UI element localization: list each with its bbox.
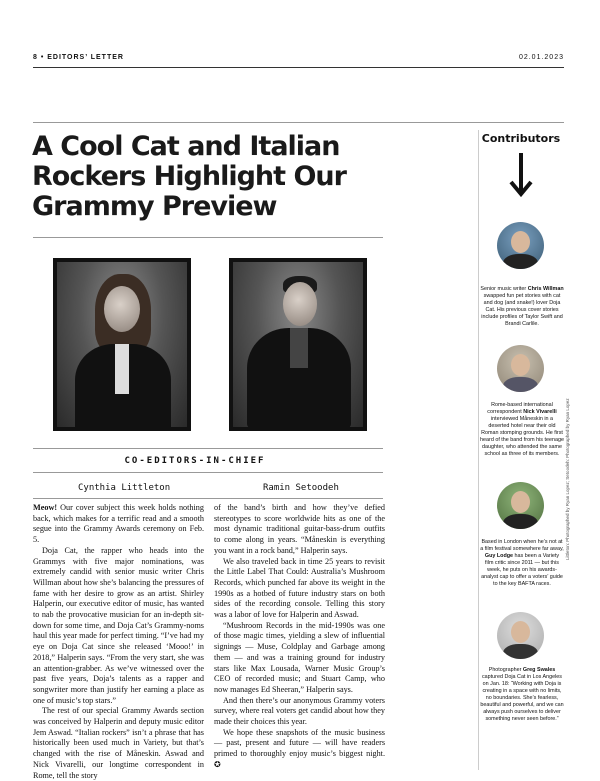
names-rule xyxy=(33,498,383,499)
editor-name-1: Cynthia Littleton xyxy=(78,483,171,493)
section-rule-bottom xyxy=(33,472,383,473)
section-title: CO-EDITORS-IN-CHIEF xyxy=(124,456,266,466)
paragraph: We also traveled back in time 25 years to revisit the Little Label That Could: Australia’s Mushroom Records, which punched far above its weight in the 1990s as a hotbed of future industry stars on both sides of the recording console. Telling this story was a labor of love for Halperin and Aswad. xyxy=(214,556,385,620)
paragraph: Meow! Our cover subject this week holds nothing back, which makes for a terrific read and a smooth segue into the Grammy Awards ceremony on Feb. 5. xyxy=(33,503,204,545)
paragraph: We hope these snapshots of the music business — past, present and future — will have readers primed to thoroughly enjoy music’s biggest night. ✪ xyxy=(214,727,385,769)
issue-date: 02.01.2023 xyxy=(518,54,564,61)
contributor-bio: Photographer Greg Swales captured Doja Cat in Los Angeles on Jan. 18: “Working with Doja is creating in a space with no limits, no boundaries. She’s fearless, beautiful and powerful, and we can always push ourselves to deliver something never seen before.” xyxy=(480,667,564,722)
article-column-2 xyxy=(214,503,385,771)
contributors-title: Contributors xyxy=(481,132,561,145)
paragraph: Doja Cat, the rapper who heads into the Grammys with five major nominations, was extremely candid with senior music writer Chris Willman about how she’s balancing the pressures of fame with her desire to grow as an artist. Shirley Halperin, our executive editor of music, has wanted to nab the provocative musician for an in-depth sit-down for some time, and Doja Cat’s Grammy-noms haul this year made for perfect timing. “I’ve had my eye on Doja Cat since she released ‘Mooo!’ in 2018,” Halperin says. “From the very start, she was an attention-grabber. As we’ve witnessed over the past five years, Doja’s talents as a rapper and songwriter more than justify her earning a place as one of music’s top stars.” xyxy=(33,545,204,705)
photo-credit: Littleton: Photographed by Ryan Lopez; Setoodeh: Photographed by Ryan Lopez xyxy=(565,398,570,560)
paragraph: of the band’s birth and how they’ve defied stereotypes to score worldwide hits as one of the most dynamic traditional guitar-bass-drum outfits to come along in years. “Måneskin is everything you want in a rock band,” Halperin says. xyxy=(214,503,385,555)
photo-ramin-setoodeh xyxy=(229,258,367,431)
header-divider xyxy=(33,122,564,123)
avatar-chris-willman xyxy=(497,222,544,269)
article-column-1 xyxy=(33,503,204,781)
headline: A Cool Cat and Italian Rockers Highlight Our Grammy Preview xyxy=(32,131,346,222)
arrow-down-icon xyxy=(509,153,533,197)
headline-rule xyxy=(33,237,383,238)
top-rule xyxy=(33,67,564,68)
page-folio: 8 • EDITORS’ LETTER xyxy=(33,54,124,61)
avatar-nick-vivarelli xyxy=(497,345,544,392)
editor-name-2: Ramin Setoodeh xyxy=(263,483,339,493)
contributor-bio: Rome-based international correspondent Nick Vivarelli interviewed Måneskin in a deserted hotel near their old Roman stomping grounds. He first heard of the band from his teenage daughter, who attended the same school as three of its members. xyxy=(480,402,564,457)
avatar-guy-lodge xyxy=(497,482,544,529)
section-rule-top xyxy=(33,448,383,449)
sidebar-divider xyxy=(478,130,479,770)
photo-cynthia-littleton xyxy=(53,258,191,431)
contributor-bio: Based in London when he’s not at a film festival somewhere far away, Guy Lodge has been a Variety film critic since 2011 — but this week, he puts on his awards-analyst cap to offer a voters’ guide to the key BAFTA races. xyxy=(480,539,564,587)
paragraph: And then there’s our anonymous Grammy voters survey, where real voters get candid about how they made their choices this year. xyxy=(214,695,385,727)
contributor-bio: Senior music writer Chris Willman swapped fun pet stories with cat and dog (and snake!) lover Doja Cat. His previous cover stories include profiles of Taylor Swift and Brandi Carlile. xyxy=(480,286,564,327)
paragraph: “Mushroom Records in the mid-1990s was one of those magic times, yielding a slew of influential signings — Muse, Coldplay and Garbage among them — and was a training ground for industry stars like Max Lousada, Warner Music Group’s CEO of recorded music; and Stuart Camp, who now manages Ed Sheeran,” Halperin says. xyxy=(214,620,385,694)
paragraph: The rest of our special Grammy Awards section was conceived by Halperin and deputy music editor Jem Aswad. “Italian rockers” isn’t a phrase that has historically been used much in Variety, but that’s changed with the rise of Måneskin. Aswad and Nick Vivarelli, our longtime correspondent in Rome, tell the story xyxy=(33,706,204,780)
avatar-greg-swales xyxy=(497,612,544,659)
